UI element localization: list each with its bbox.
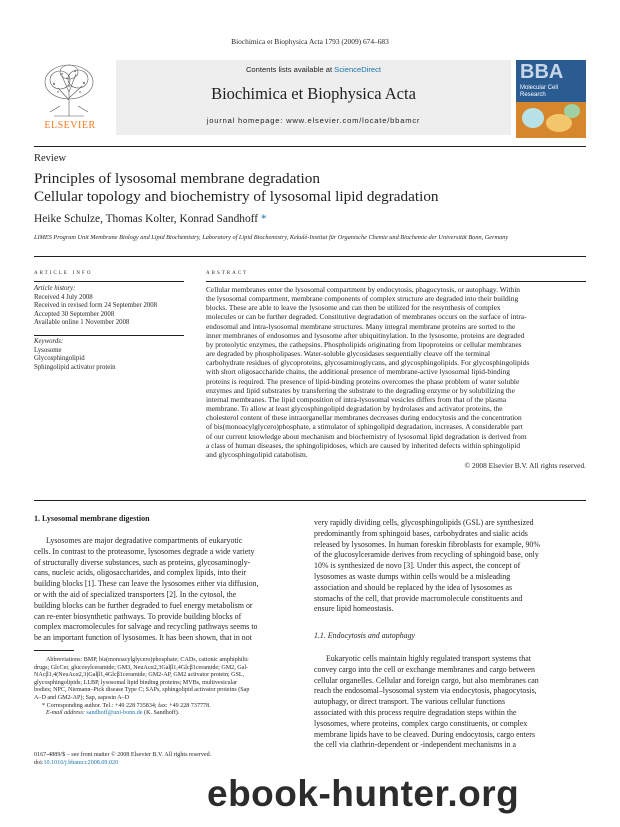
article-history (34, 285, 184, 328)
footnote-line: drugs; GlcCer, glucosylceramide; GM3, NeuAcα2,3Galβ1,4Glcβ1ceramide; GM2, Gal- (34, 664, 249, 671)
authors: Heike Schulze, Thomas Kolter, Konrad Sandhoff (34, 213, 259, 225)
watermark: ebook-hunter.org (207, 773, 520, 814)
keyword: Lysosome (34, 346, 62, 354)
keywords (34, 338, 184, 372)
elsevier-wordmark: ELSEVIER (44, 120, 96, 131)
abstract-line: with short oligosaccharide chains, the additional presence of membrane-active lysosomal lipid-binding (206, 367, 510, 377)
abstract-line: enzymes and lipid substrates by transferring the substrate to the degrading enzyme or by solubilizing the (206, 385, 515, 395)
history-item: Received in revised form 24 September 2008 (34, 302, 158, 309)
body-line: or with the aid of specialized transporters [2]. In the cytosol, the (34, 589, 237, 599)
footnote-line: Abbreviations: BMP, bis(monoacylglycero)phosphate; CADs, cationic amphiphilic (46, 657, 249, 663)
body-right-column-top (314, 518, 586, 615)
body-line: convey cargo into the cell or exchange membranes and cargo between (314, 664, 535, 674)
contents-line (116, 65, 511, 74)
issn-line: 0167-4889/$ – see front matter © 2008 Elsevier B.V. All rights reserved. (34, 752, 212, 758)
journal-banner (116, 60, 511, 135)
abstract-line: a class of human diseases, the sphingolipidoses, which are caused by inherited defects within sphingolipid (206, 440, 521, 450)
body-line: can re-enter biosynthetic pathways. To provide building blocks of (34, 611, 242, 621)
body-line: the cell via clathrin-dependent or -independent mechanisms in a (314, 740, 517, 750)
publisher-logo (34, 60, 106, 136)
abstract-line: internal membranes. The lipid composition of intra-lysosomal vesicles differs from that of the plasma (206, 394, 507, 404)
keywords-rule (34, 335, 184, 336)
cover-subtitle: Molecular Cell Research (520, 85, 559, 98)
doi-link[interactable]: 10.1016/j.bbamcr.2008.09.020 (43, 759, 119, 766)
body-line: reach the endosomal–lysosomal system via endocytosis, phagocytosis, (314, 686, 537, 696)
journal-masthead (34, 60, 586, 146)
body-line: membrane lipids have to be cleaved. During endocytosis, cargo enters (314, 729, 535, 739)
title-line-1: Principles of lysosomal membrane degradation (34, 170, 320, 187)
contents-prefix: Contents lists available at (245, 65, 335, 74)
body-line: ensure lipid homeostasis. (314, 604, 394, 614)
body-line: complex macromolecules for salvage and recycling pathways seems to (34, 622, 258, 632)
abstract-body (206, 285, 586, 470)
subsection-heading: 1.1. Endocytosis and autophagy (314, 631, 416, 640)
running-head: Biochimica et Biophysica Acta 1793 (2009) 674–683 (231, 37, 389, 46)
copyright: © 2008 Elsevier B.V. All rights reserved. (464, 460, 586, 470)
article-info-rule (34, 281, 184, 282)
footnote-line: NAcβ1,4(NeuAcα2,3)Galβ1,4Glcβ1ceramide; GM2-AP, GM2 activator protein; GSL, (34, 672, 245, 679)
doi-label: doi: (34, 759, 44, 766)
title-line-2: Cellular topology and biochemistry of lysosomal lipid degradation (34, 188, 439, 205)
abstract-line: cholesterol content of these intraorganellar membranes decreases during endocytosis and the concentration (206, 413, 522, 423)
keywords-label: Keywords: (34, 338, 64, 345)
footnotes (34, 657, 301, 718)
cover-image (516, 102, 586, 138)
history-item: Available online 1 November 2008 (34, 319, 130, 326)
body-line: building blocks [1]. These can leave the lysosomes either via diffusion, (34, 579, 259, 589)
article-title (34, 170, 586, 206)
body-line: released by lysosomes. In human foreskin fibroblasts for example, 90% (314, 539, 540, 549)
body-right-column-bottom (314, 654, 586, 751)
email-suffix: (K. Sandhoff). (142, 710, 180, 717)
footnote-line: A–D and GM2-AP); Sap, saposin A–D (34, 694, 130, 701)
abstract-line: proteins is required. The presence of lipid-binding proteins overcomes the phase problem of water soluble (206, 376, 520, 386)
article-info-heading: article info (34, 267, 93, 276)
history-item: Accepted 30 September 2008 (34, 310, 115, 318)
abstract-line: and glycosphingolipid catabolism. (206, 449, 308, 459)
doi-line (34, 760, 301, 768)
abstract-end-rule (34, 500, 586, 501)
abstract-line: blocks. These are able to leave the lysosome and can then be utilized for the resynthesis of complex (206, 303, 501, 313)
abstract-line: of our current knowledge about mechanism and biochemistry of lysosomal lipid degradation is derived from (206, 431, 527, 441)
body-line: lysosomes, where proteins, complex cargo constituents, or complex (314, 718, 528, 728)
body-line: Lysosomes are major degradative compartments of eukaryotic (46, 536, 243, 545)
sciencedirect-link[interactable]: ScienceDirect (334, 65, 382, 74)
author-list (34, 213, 267, 225)
abstract-line: carbohydrate residues of glycoproteins, glycosaminoglycans, and glycosphingolipids. For glycosphingolipids (206, 358, 530, 368)
affiliation: LIMES Program Unit Membrane Biology and Lipid Biochemistry, Laboratory of Lipid Biochemistry, Kekulé-Institut für Organische Chemie und Biochemie der Universität Bonn, Germany (34, 234, 509, 241)
body-line: building blocks can be further degraded to fuel energy metabolism or (34, 600, 253, 610)
body-line: very rapidly dividing cells, glycosphingolipids (GSL) are synthesized (314, 518, 534, 527)
body-left-column (34, 536, 301, 644)
issn-block (34, 752, 301, 767)
body-line: lysosomes as waste dumps within cells would be a misleading (314, 571, 511, 581)
body-line: 10% is synthesized de novo [3]. Under this aspect, the concept of (314, 561, 521, 571)
section-type: Review (34, 153, 67, 164)
journal-title: Biochimica et Biophysica Acta (211, 84, 416, 103)
abstract-line: of bis(monoacylglycero)phosphate, a stimulator of sphingolipid degradation, increases. A considerable part (206, 422, 523, 432)
body-line: of structurally diverse substances, such as proteins, glycosaminogly- (34, 557, 251, 567)
footnote-rule (34, 650, 74, 651)
elsevier-tree-icon (40, 62, 98, 118)
email-note (34, 710, 301, 718)
title-rule (34, 256, 586, 257)
abstract-line: the lysosomal compartment, membrane components of complex structure are degraded into their building (206, 294, 519, 304)
abstract-line: Cellular membranes enter the lysosomal compartment by endocytosis, phagocytosis, or autophagy. Within (206, 285, 520, 294)
footnote-line: bodies; NPC, Niemann–Pick disease Type C; SAPs, sphingolipid activator proteins (Sap (34, 687, 250, 694)
body-line: associated with this process require degradation steps within the (314, 707, 517, 717)
body-line: autophagy, or direct transport. The various cellular functions (314, 697, 506, 707)
cover-acronym: BBA (520, 61, 564, 83)
abstract-line: inner membranes of endosomes and lysosome after ubiquitinylation. In the lysosome, proteins are degraded (206, 330, 525, 340)
body-line: of the glucosylceramide derives from recycling of sphingoid base, only (314, 550, 539, 560)
history-item: Received 4 July 2008 (34, 293, 93, 301)
email-label: E-mail address: (46, 710, 87, 717)
abstract-line: by proteolytic enzymes, the cathepsins. Phospholipids originating from lipoproteins or cellular membranes (206, 339, 522, 349)
abstract-line: are degraded by phospholipases. Water-soluble glycosidases sequentially cleave off the terminal (206, 349, 491, 359)
masthead-rule (34, 146, 586, 147)
body-line: stomachs of the cell, that provide macromolecule constituents and (314, 593, 523, 603)
abstract-heading: abstract (206, 267, 249, 276)
abstract-rule (206, 281, 586, 282)
body-line: cans, nucleic acids, oligosaccharides, and complex lipids, into their (34, 568, 247, 578)
section-heading: 1. Lysosomal membrane digestion (34, 514, 150, 523)
corresponding-author-mark[interactable]: * (260, 213, 267, 225)
body-line: cellular organelles. Cellular and foreign cargo, but also membranes can (314, 675, 539, 685)
body-line: cells. In contrast to the proteasome, lysosomes degrade a wide variety (34, 546, 255, 556)
keyword: Sphingolipid activator protein (34, 363, 116, 371)
body-line: association and should be replaced by the idea of lysosomes as (314, 582, 513, 592)
footnote-line: glycosphingolipids; LLBP, lysosomal lipid binding proteins; MVBs, multivesicular (34, 679, 237, 686)
journal-homepage[interactable]: journal homepage: www.elsevier.com/locate/bbamcr (206, 116, 421, 125)
abstract-line: molecules or can be further degraded. Constitutive degradation of membranes occurs on the surface of intra- (206, 312, 527, 322)
email-link[interactable]: sandhoff@uni-bonn.de (86, 710, 143, 717)
corresponding-note: * Corresponding author. Tel.: +49 228 735834; fax: +49 228 737778. (42, 702, 211, 709)
keyword: Glycosphingolipid (34, 355, 85, 362)
journal-cover (516, 60, 586, 138)
body-line: predominantly from sphingoid bases, carbohydrates and sialic acids (314, 528, 528, 538)
body-line: be an important function of lysosomes. It has been shown, that in not (34, 633, 252, 643)
body-line: Eukaryotic cells maintain highly regulated transport systems that (326, 654, 531, 663)
abstract-line: endosomal and intra-lysosomal membrane structures. Many integral membrane proteins are sorted to the (206, 321, 516, 331)
history-label: Article history: (34, 285, 76, 292)
abstract-line: membrane. To allow at least glycosphingolipid degradation by hydrolases and activator proteins, the (206, 404, 503, 414)
